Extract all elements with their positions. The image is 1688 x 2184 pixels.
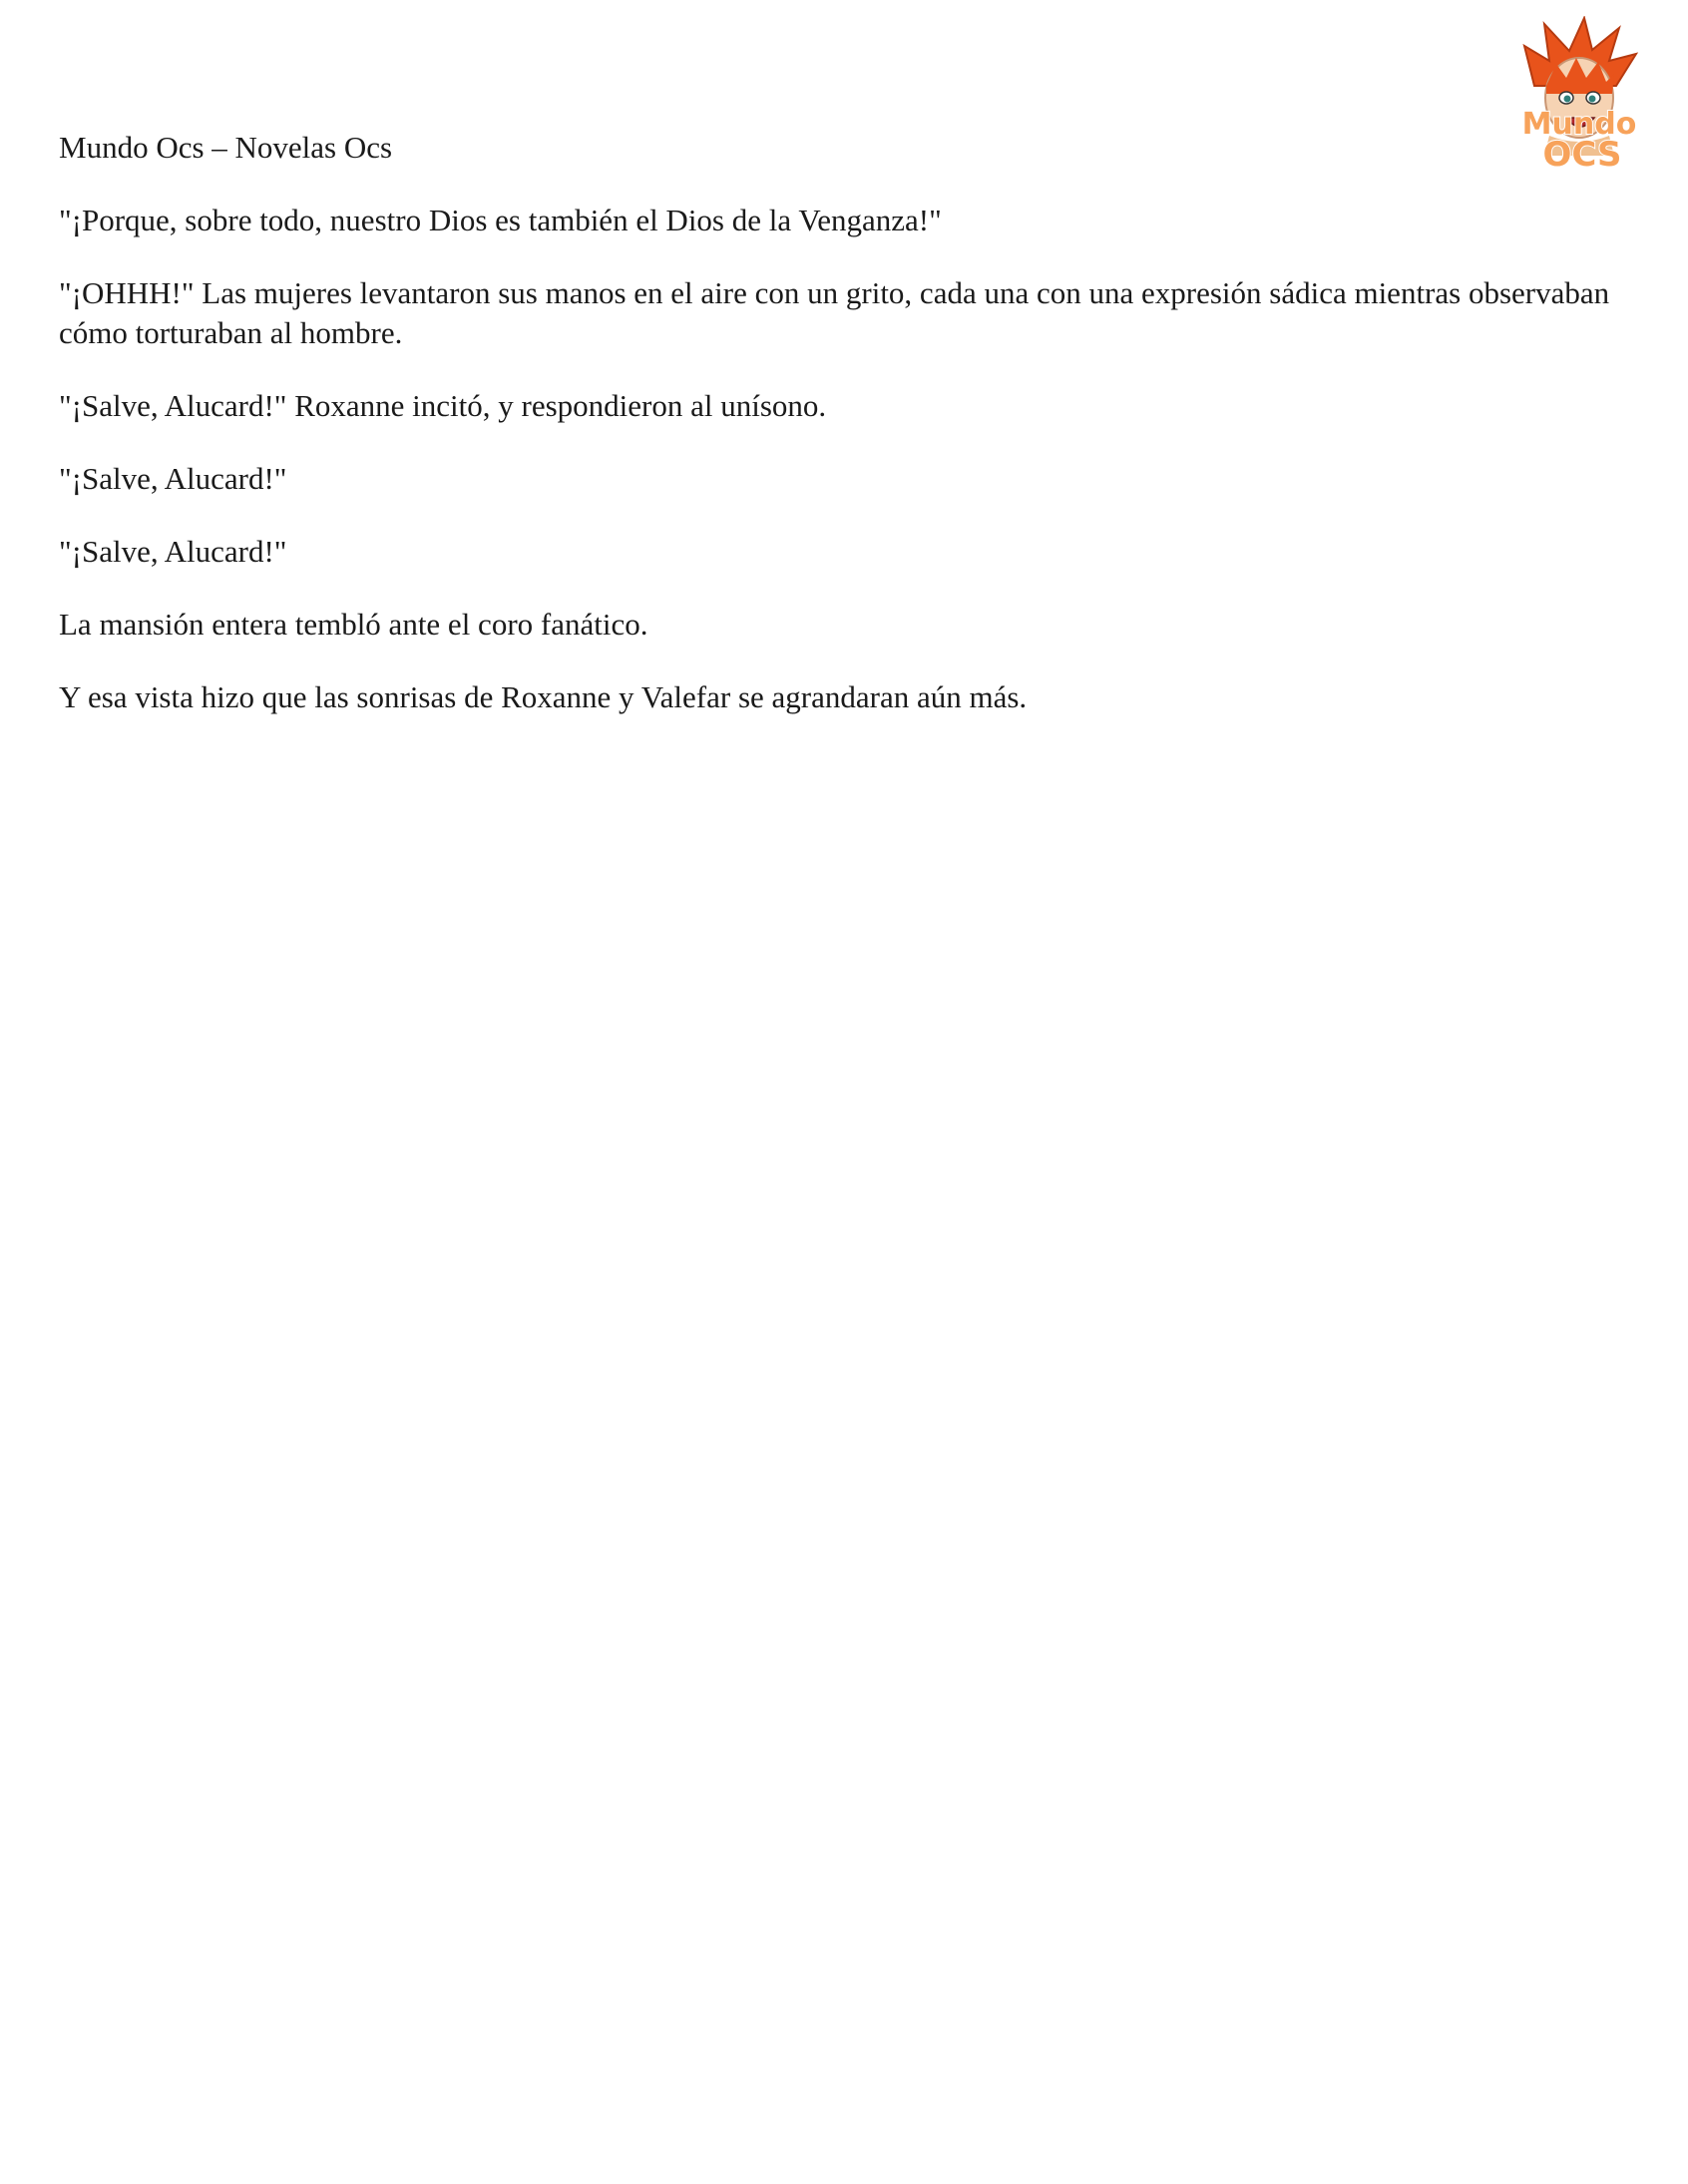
svg-text:Mundo: Mundo — [1521, 107, 1637, 142]
paragraph: "¡Porque, sobre todo, nuestro Dios es también el Dios de la Venganza!" — [59, 203, 942, 237]
paragraph: Y esa vista hizo que las sonrisas de Roxanne y Valefar se agrandaran aún más. — [59, 679, 1028, 714]
paragraph: "¡Salve, Alucard!" — [59, 461, 287, 496]
paragraph: La mansión entera tembló ante el coro fanático. — [59, 607, 648, 642]
document-header: Mundo Ocs – Novelas Ocs — [59, 130, 393, 165]
document-body — [59, 128, 1645, 750]
svg-text:OCS: OCS — [1542, 135, 1622, 175]
paragraph: "¡OHHH!" Las mujeres levantaron sus manos en el aire con un grito, cada una con una expresión sádica mientras observaban cómo torturaban al hombre. — [59, 275, 1610, 350]
paragraph: "¡Salve, Alucard!" — [59, 534, 287, 569]
paragraph: "¡Salve, Alucard!" Roxanne incitó, y respondieron al unísono. — [59, 388, 827, 423]
